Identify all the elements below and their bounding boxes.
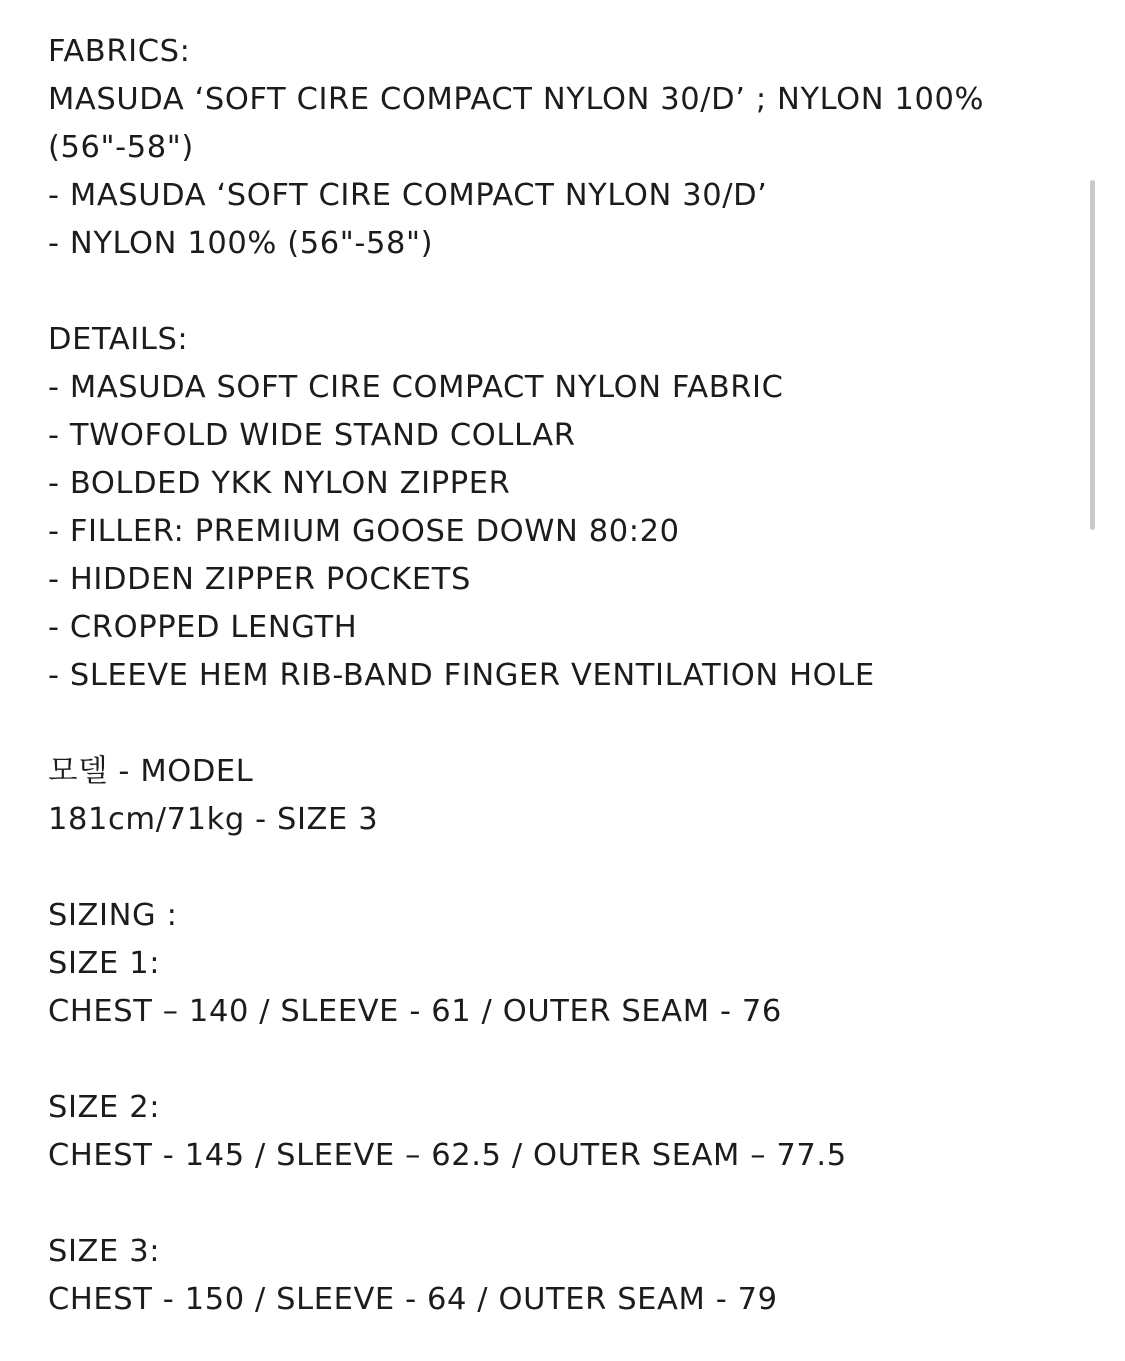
size-2-label: SIZE 2: [48, 1090, 161, 1125]
section-fabrics-line-2: (56"-58") [48, 130, 194, 165]
section-details-heading: DETAILS: [48, 322, 189, 357]
spacer-after-size-1 [48, 1036, 1065, 1084]
section-details-line-5: - HIDDEN ZIPPER POCKETS [48, 562, 471, 597]
section-details-line-3: - BOLDED YKK NYLON ZIPPER [48, 466, 511, 501]
section-model [48, 748, 1065, 844]
spacer-after-details [48, 700, 1065, 748]
size-2-measurements: CHEST - 145 / SLEEVE – 62.5 / OUTER SEAM – 77.5 [48, 1138, 847, 1173]
size-1-label: SIZE 1: [48, 946, 161, 981]
section-model-heading: 모델 - MODEL [48, 754, 254, 789]
vertical-scrollbar[interactable] [1090, 180, 1095, 530]
size-3-label: SIZE 3: [48, 1234, 161, 1269]
size-1-measurements: CHEST – 140 / SLEEVE - 61 / OUTER SEAM - 76 [48, 994, 782, 1029]
section-sizing [48, 892, 1065, 1036]
section-details [48, 316, 1065, 700]
section-details-line-4: - FILLER: PREMIUM GOOSE DOWN 80:20 [48, 514, 680, 549]
section-fabrics-line-4: - NYLON 100% (56"-58") [48, 226, 434, 261]
section-details-line-1: - MASUDA SOFT CIRE COMPACT NYLON FABRIC [48, 370, 784, 405]
section-fabrics-line-1: MASUDA ‘SOFT CIRE COMPACT NYLON 30/D’ ; NYLON 100% [48, 82, 985, 117]
section-details-line-6: - CROPPED LENGTH [48, 610, 358, 645]
section-fabrics-line-3: - MASUDA ‘SOFT CIRE COMPACT NYLON 30/D’ [48, 178, 768, 213]
size-3-measurements: CHEST - 150 / SLEEVE - 64 / OUTER SEAM - 79 [48, 1282, 778, 1317]
section-size-3 [48, 1228, 1065, 1324]
section-details-line-7: - SLEEVE HEM RIB-BAND FINGER VENTILATION HOLE [48, 658, 875, 693]
section-model-line-1: 181cm/71kg - SIZE 3 [48, 802, 379, 837]
section-size-2 [48, 1084, 1065, 1180]
spacer-after-model [48, 844, 1065, 892]
section-details-line-2: - TWOFOLD WIDE STAND COLLAR [48, 418, 576, 453]
section-sizing-heading: SIZING : [48, 898, 178, 933]
spacer-after-size-2 [48, 1180, 1065, 1228]
spacer-after-fabrics [48, 268, 1065, 316]
section-fabrics [48, 28, 1065, 268]
section-fabrics-heading: FABRICS: [48, 34, 191, 69]
